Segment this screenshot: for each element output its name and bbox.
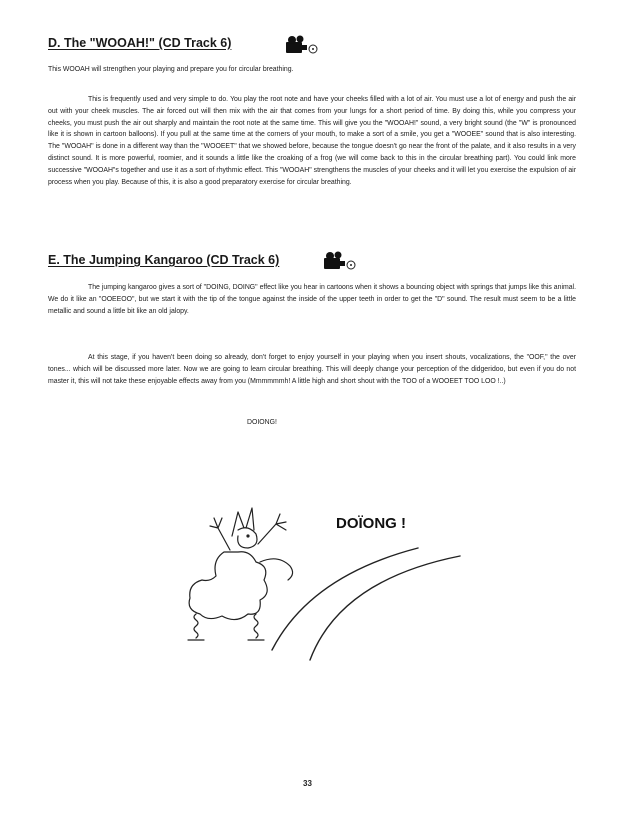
jumping-kangaroo-illustration (160, 490, 470, 665)
cd-audio-icon (320, 250, 358, 272)
section-e-body-2: At this stage, if you haven't been doing so already, don't forget to enjoy yourself in your playing when you insert shouts, vocalizations, the "OOF," the over tones... which will be discussed more later. Now we are going to learn circular breathing. This will deeply change your perception of the didgeridoo, but even if you do not master it, this will not take these enjoyable effects away from you (Mmmmmmh! A little high and short shout with the TOO of a WOOEET TOO LOO !..) (48, 354, 576, 385)
section-d-intro: This WOOAH will strengthen your playing and prepare you for circular breathing. (48, 66, 294, 73)
section-e-body-1: The jumping kangaroo gives a sort of "DOING, DOING" effect like you hear in cartoons when it shows a bouncing object with springs that jumps like this animal. We do it like an "OOEEOO", but we start it with the tip of the tongue against the inside of the upper teeth in order to get the "D" sound. The result must seem to be a little metallic and sound a little bit like an old jalopy. (48, 284, 576, 315)
doiong-sound-effect: DOÏONG ! (336, 515, 406, 532)
cd-audio-icon (283, 34, 319, 56)
section-d-heading: D. The "WOOAH!" (CD Track 6) (48, 36, 232, 50)
section-d-body: This is frequently used and very simple to do. You play the root note and have your cheeks filled with a lot of air. You must use a lot of energy and push the air out with your cheek muscles. The air forced out will then mix with the air that comes from your lungs for a short period of time. By doing this, while you compress your cheeks, you must push the air out sharply and maintain the root note at the same time. This will give you the "WOOAH!" sound, a very bright sound (the "W" is pronounced like it is shown in cartoon balloons). If you pull at the same time at the corners of your mouth, to make a sort of a smile, you get a "WOOEE" sound that is also interesting. The "WOOAH" is done in a different way than the "WOOEET" that we showed before, because the tongue doesn't go near the front of the palate, and it also results in a very distinct sound. It is more powerful, roomier, and it sounds a little like the croaking of a frog (we will come back to this in the circular breathing part). You could link more successive "WOOAH"s together and use it as a sort of rhythmic effect. This "WOOAH" strengthens the muscles of your cheeks and it will let you exercise the expulsion of air process when you play. Because of this, it is also a good preparatory exercise for circular breathing. (48, 96, 576, 186)
doiong-caption: DOIONG! (247, 419, 277, 426)
page-number: 33 (303, 779, 312, 788)
section-e-heading: E. The Jumping Kangaroo (CD Track 6) (48, 253, 280, 267)
